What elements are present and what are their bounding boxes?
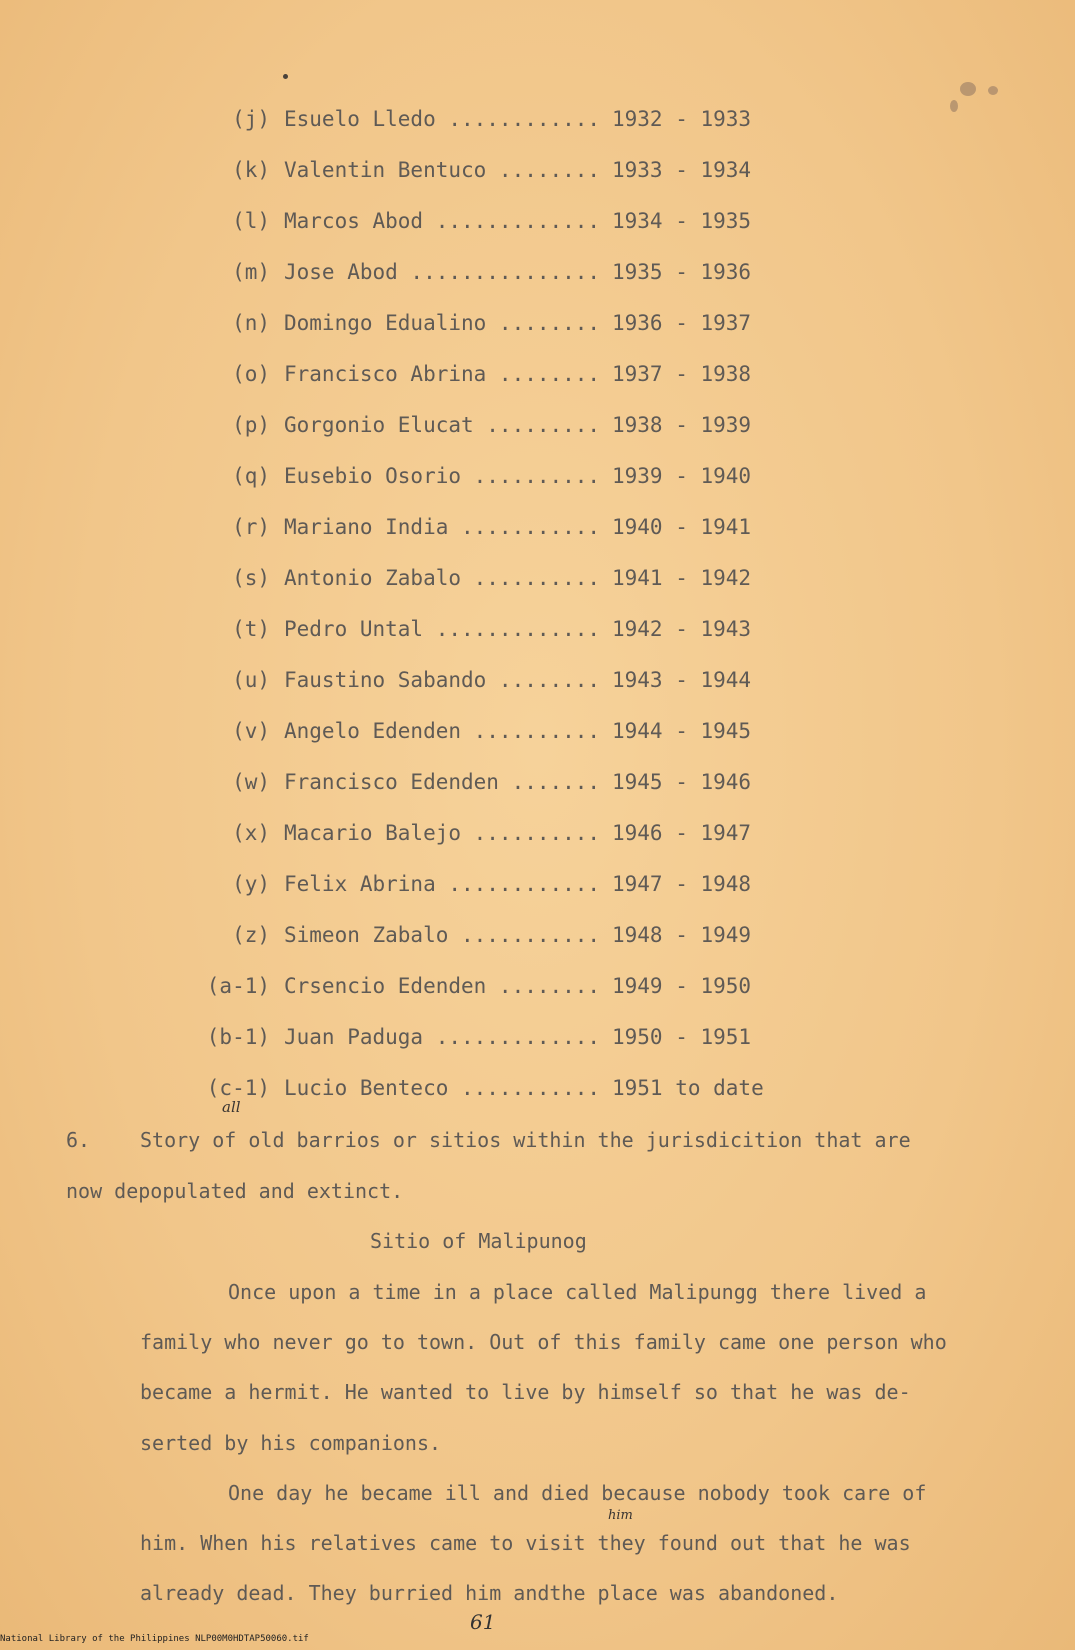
story-title: Sitio of Malipunog xyxy=(370,1229,587,1253)
official-years: 1945 - 1946 xyxy=(612,770,752,794)
official-row xyxy=(0,104,1075,134)
official-label: (p) xyxy=(232,413,270,437)
official-row xyxy=(0,614,1075,644)
official-name: Macario Balejo .......... xyxy=(284,821,601,845)
section-6-line-2: now depopulated and extinct. xyxy=(66,1179,404,1203)
official-row xyxy=(0,971,1075,1001)
official-row xyxy=(0,206,1075,236)
official-row xyxy=(0,308,1075,338)
official-years: 1932 - 1933 xyxy=(612,107,752,131)
official-row xyxy=(0,563,1075,593)
handwritten-insert-him: him xyxy=(608,1508,633,1523)
story-paragraph-1-line-2: family who never go to town. Out of this family came one person who xyxy=(140,1330,947,1354)
page-number: 61 xyxy=(470,1610,496,1634)
official-years: 1951 to date xyxy=(612,1076,764,1100)
official-name: Francisco Edenden ....... xyxy=(284,770,601,794)
official-name: Lucio Benteco ........... xyxy=(284,1076,601,1100)
official-label: (x) xyxy=(232,821,270,845)
official-years: 1943 - 1944 xyxy=(612,668,752,692)
official-label: (m) xyxy=(232,260,270,284)
official-name: Felix Abrina ............ xyxy=(284,872,601,896)
official-years: 1947 - 1948 xyxy=(612,872,752,896)
official-years: 1946 - 1947 xyxy=(612,821,752,845)
official-label: (j) xyxy=(232,107,270,131)
official-row xyxy=(0,665,1075,695)
official-years: 1937 - 1938 xyxy=(612,362,752,386)
official-years: 1934 - 1935 xyxy=(612,209,752,233)
official-row xyxy=(0,155,1075,185)
official-label: (y) xyxy=(232,872,270,896)
official-name: Jose Abod ............... xyxy=(284,260,601,284)
official-name: Valentin Bentuco ........ xyxy=(284,158,601,182)
official-years: 1944 - 1945 xyxy=(612,719,752,743)
section-6-line-1: Story of old barrios or sitios within the jurisdicition that are xyxy=(140,1128,911,1152)
official-label: (q) xyxy=(232,464,270,488)
official-name: Eusebio Osorio .......... xyxy=(284,464,601,488)
official-name: Domingo Edualino ........ xyxy=(284,311,601,335)
story-paragraph-1-line-3: became a hermit. He wanted to live by himself so that he was de- xyxy=(140,1380,911,1404)
official-years: 1933 - 1934 xyxy=(612,158,752,182)
official-years: 1935 - 1936 xyxy=(612,260,752,284)
official-row xyxy=(0,767,1075,797)
handwritten-insert-all: all xyxy=(222,1098,241,1116)
official-row xyxy=(0,920,1075,950)
official-label: (a-1) xyxy=(206,974,270,998)
official-name: Marcos Abod ............. xyxy=(284,209,601,233)
official-name: Faustino Sabando ........ xyxy=(284,668,601,692)
ink-stain xyxy=(988,86,998,95)
story-paragraph-1-line-4: serted by his companions. xyxy=(140,1431,442,1455)
story-paragraph-2-line-3: already dead. They burried him andthe place was abandoned. xyxy=(140,1581,839,1605)
section-6-number: 6. xyxy=(66,1128,91,1152)
official-label: (t) xyxy=(232,617,270,641)
official-row xyxy=(0,410,1075,440)
official-label: (b-1) xyxy=(206,1025,270,1049)
official-label: (u) xyxy=(232,668,270,692)
official-name: Angelo Edenden .......... xyxy=(284,719,601,743)
official-name: Pedro Untal ............. xyxy=(284,617,601,641)
official-years: 1949 - 1950 xyxy=(612,974,752,998)
official-label: (c-1) xyxy=(206,1076,270,1100)
story-paragraph-2-line-2: him. When his relatives came to visit they found out that he was xyxy=(140,1531,911,1555)
ink-stain xyxy=(960,82,976,96)
official-name: Mariano India ........... xyxy=(284,515,601,539)
official-label: (l) xyxy=(232,209,270,233)
story-paragraph-1-line-1: Once upon a time in a place called Malipungg there lived a xyxy=(228,1280,927,1304)
official-label: (n) xyxy=(232,311,270,335)
official-years: 1936 - 1937 xyxy=(612,311,752,335)
official-row xyxy=(0,359,1075,389)
official-row xyxy=(0,512,1075,542)
official-row xyxy=(0,257,1075,287)
official-years: 1942 - 1943 xyxy=(612,617,752,641)
official-name: Gorgonio Elucat ......... xyxy=(284,413,601,437)
official-row xyxy=(0,461,1075,491)
official-name: Esuelo Lledo ............ xyxy=(284,107,601,131)
story-paragraph-2-line-1: One day he became ill and died because nobody took care of xyxy=(228,1481,927,1505)
speck-mark xyxy=(283,74,288,79)
official-row xyxy=(0,818,1075,848)
official-name: Antonio Zabalo .......... xyxy=(284,566,601,590)
official-name: Simeon Zabalo ........... xyxy=(284,923,601,947)
official-row xyxy=(0,1073,1075,1103)
official-name: Juan Paduga ............. xyxy=(284,1025,601,1049)
official-label: (z) xyxy=(232,923,270,947)
official-years: 1939 - 1940 xyxy=(612,464,752,488)
official-row xyxy=(0,1022,1075,1052)
official-label: (s) xyxy=(232,566,270,590)
official-years: 1950 - 1951 xyxy=(612,1025,752,1049)
official-label: (k) xyxy=(232,158,270,182)
official-years: 1938 - 1939 xyxy=(612,413,752,437)
official-years: 1941 - 1942 xyxy=(612,566,752,590)
official-label: (w) xyxy=(232,770,270,794)
official-label: (v) xyxy=(232,719,270,743)
official-label: (o) xyxy=(232,362,270,386)
archive-footer: National Library of the Philippines NLP00M0HDTAP50060.tif xyxy=(0,1634,309,1644)
official-years: 1940 - 1941 xyxy=(612,515,752,539)
official-row xyxy=(0,869,1075,899)
official-label: (r) xyxy=(232,515,270,539)
official-name: Francisco Abrina ........ xyxy=(284,362,601,386)
official-name: Crsencio Edenden ........ xyxy=(284,974,601,998)
official-row xyxy=(0,716,1075,746)
official-years: 1948 - 1949 xyxy=(612,923,752,947)
